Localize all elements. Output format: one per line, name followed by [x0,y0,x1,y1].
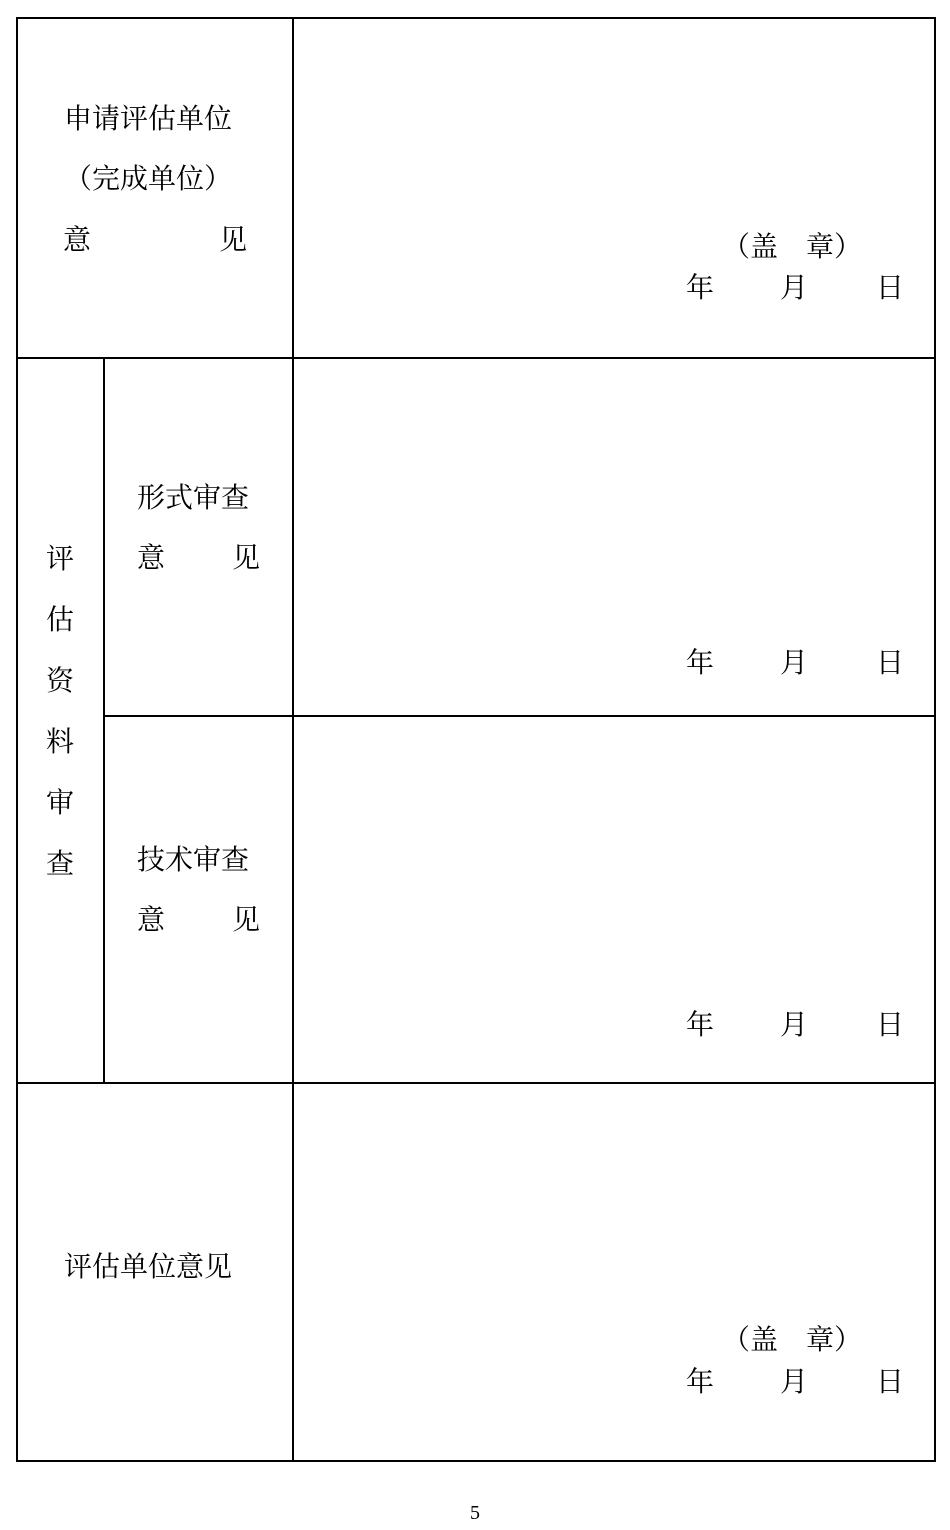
formal-review-date-month: 月 [780,646,809,679]
formal-review-date-year: 年 [686,646,715,679]
row-divider-1 [16,357,936,359]
technical-review-label-line1: 技术审查 [137,843,250,876]
formal-review-opinion-char1: 意 [137,541,166,574]
formal-review-label-line1: 形式审查 [137,481,250,514]
technical-review-date-month: 月 [780,1008,809,1041]
applicant-label-opinion-char2: 见 [219,223,248,256]
column-divider-review [103,357,105,1084]
evaluator-date-day: 日 [876,1365,905,1398]
review-group-char-1: 评 [46,542,75,575]
applicant-label-line1: 申请评估单位 [64,102,233,135]
technical-review-opinion-char1: 意 [137,903,166,936]
review-group-char-6: 查 [46,847,75,880]
review-group-char-4: 料 [46,725,75,758]
table-border-top [16,17,936,19]
formal-review-date-day: 日 [876,646,905,679]
applicant-seal-text: （盖 章） [722,230,863,263]
technical-review-opinion-char2: 见 [232,903,261,936]
evaluator-seal-text: （盖 章） [722,1323,863,1356]
applicant-date-month: 月 [780,271,809,304]
table-border-bottom [16,1460,936,1462]
review-group-char-5: 审 [46,786,75,819]
applicant-date-day: 日 [876,271,905,304]
column-divider-main [292,17,294,1462]
applicant-label-line2: （完成单位） [64,162,233,195]
technical-review-date-year: 年 [686,1008,715,1041]
technical-review-date-day: 日 [876,1008,905,1041]
row-divider-3 [16,1082,936,1084]
review-group-char-2: 估 [46,603,75,636]
applicant-label-opinion-char1: 意 [63,223,92,256]
evaluator-label: 评估单位意见 [64,1250,233,1283]
evaluator-date-month: 月 [780,1365,809,1398]
row-divider-2 [104,715,936,717]
review-group-char-3: 资 [46,664,75,697]
applicant-date-year: 年 [686,271,715,304]
table-border-right [934,17,936,1462]
table-border-left [16,17,18,1462]
page-number: 5 [470,1502,480,1524]
formal-review-opinion-char2: 见 [232,541,261,574]
evaluator-date-year: 年 [686,1365,715,1398]
